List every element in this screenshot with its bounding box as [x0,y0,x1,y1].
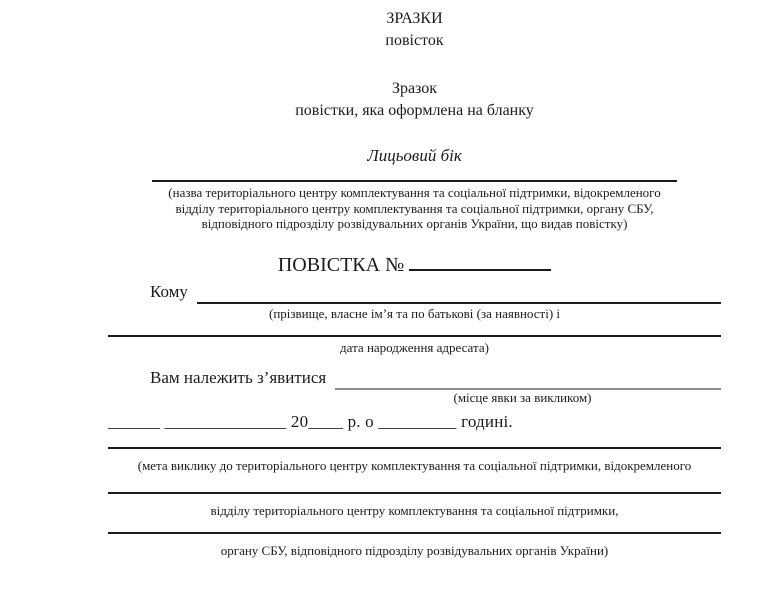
name-caption: (прізвище, власне ім’я та по батькові (за наявності) і [268,305,561,321]
purpose-section-2 [108,492,721,519]
month-blank: ______________ [164,412,287,431]
birthdate-caption: дата народження адресата) [340,340,489,355]
date-time-row [108,409,721,435]
purpose-fill-line-2 [108,492,721,494]
issuer-fill-line [152,180,677,182]
to-label: Кому [150,281,188,301]
purpose-caption-line1: (мета виклику до територіального центру комплектування та соціальної підтримки, відокремленого [137,458,692,473]
hour-suffix: годині. [456,412,513,431]
birthdate-fill-line [108,335,721,337]
samples-title: ЗРАЗКИ [386,10,443,27]
sample-subtitle-line2: повістки, яка оформлена на бланку [295,102,534,119]
summons-number-blank [409,252,551,271]
appear-label: Вам належить з’явитися [150,367,327,387]
purpose-fill-line-3 [108,532,721,534]
purpose-section-3 [108,532,721,559]
front-side-label: Лицьовий бік [367,146,462,165]
appearance-place-blank [335,368,721,390]
time-blank: _________ [378,412,457,431]
purpose-caption-line2: відділу територіального центру комплектування та соціальної підтримки, [210,502,619,518]
sample-subtitle: Зразок [391,80,438,97]
year-part: 20____ [290,412,344,431]
purpose-fill-line-1 [108,447,721,449]
addressee-row [150,280,721,304]
purpose-section-1 [108,447,721,474]
addressee-name-blank [197,282,721,304]
appearance-row [150,366,721,390]
purpose-caption-line3: органу СБУ, відповідного підрозділу розвідувальних органів України) [220,543,609,558]
summons-label: ПОВІСТКА № [277,253,405,276]
samples-title-line2: повісток [385,32,444,49]
date-middle-text: р. о [343,412,379,431]
issuer-caption-line2: відділу територіального центру комплектування та соціальної підтримки, органу СБУ, [175,200,654,216]
summons-number-row [108,252,721,278]
day-blank: ______ [108,412,161,431]
issuer-caption-line3: відповідного підрозділу розвідувальних органів України, що видав повістку) [201,216,628,231]
place-caption: (місце явки за викликом) [453,389,592,405]
issuer-caption-line1: (назва територіального центру комплектування та соціальної підтримки, відокремленого [168,185,661,200]
